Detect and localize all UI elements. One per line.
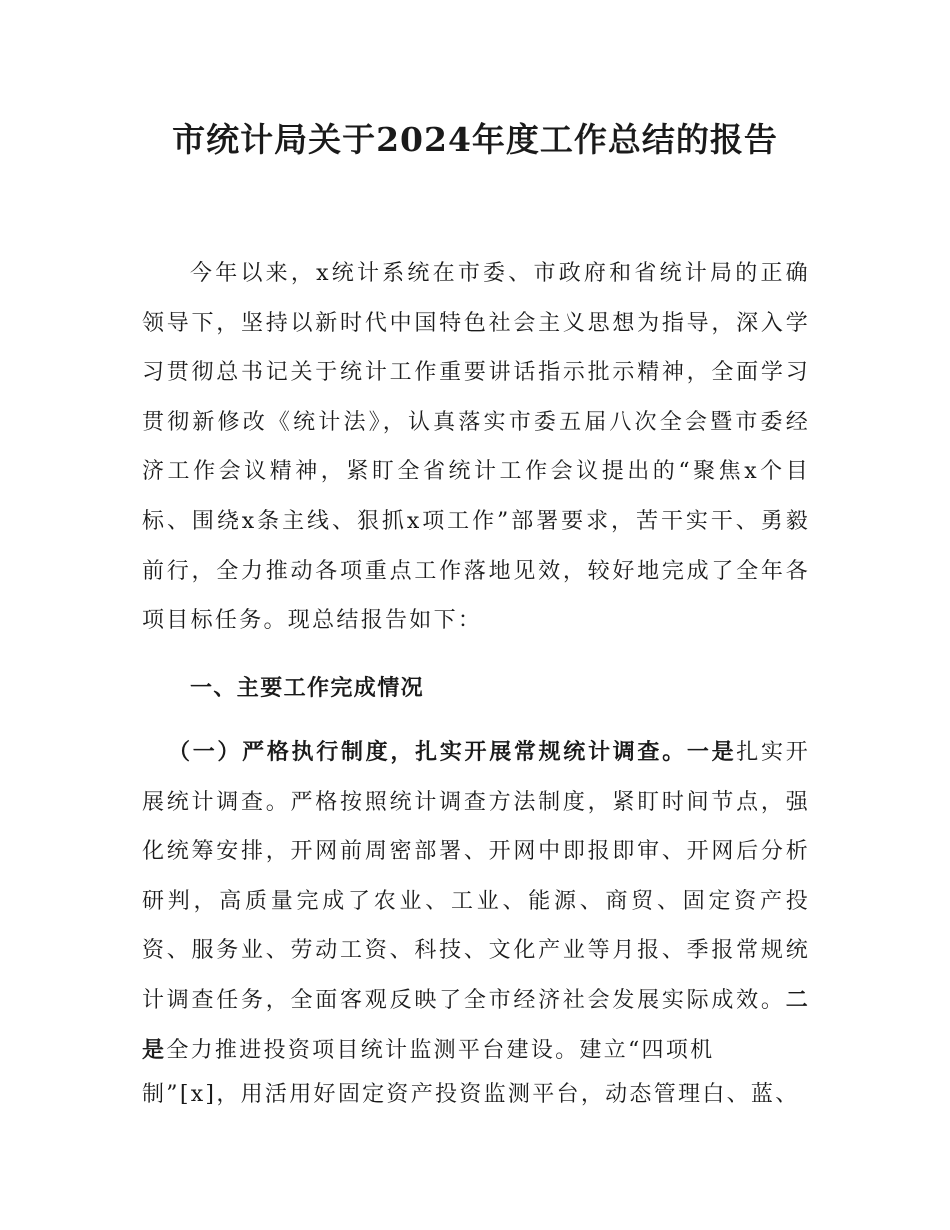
- subsection-paragraph: [142, 728, 810, 1075]
- point-one-text: 扎实开展统计调查。严格按照统计调查方法制度，紧盯时间节点，强化统筹安排，开网前周密部署、开网中即报即审、开网后分析研判，高质量完成了农业、工业、能源、商贸、固定资产投资、服务业、劳动工资、科技、文化产业等月报、季报常规统计调查任务，全面客观反映了全市经济社会发展实际成效。: [142, 740, 810, 1013]
- point-one-label: 一是: [686, 739, 737, 765]
- point-two-text: 全力推进投资项目统计监测平台建设。建立“四项机: [166, 1037, 715, 1063]
- intro-paragraph: 今年以来，x统计系统在市委、市政府和省统计局的正确领导下，坚持以新时代中国特色社会主义思想为指导，深入学习贯彻总书记关于统计工作重要讲话指示批示精神，全面学习贯彻新修改《统计法》，认真落实市委五届八次全会暨市委经济工作会议精神，紧盯全省统计工作会议提出的“聚焦x个目标、围绕x条主线、狠抓x项工作”部署要求，苦干实干、勇毅前行，全力推动各项重点工作落地见效，较好地完成了全年各项目标任务。现总结报告如下：: [142, 261, 810, 634]
- continued-paragraph: 制”[x]，用活用好固定资产投资监测平台，动态管理白、蓝、: [142, 1082, 800, 1107]
- point-two-label: 二是: [142, 986, 810, 1063]
- subsection-heading: （一）严格执行制度，扎实开展常规统计调查。: [168, 739, 687, 765]
- section-heading: 一、主要工作完成情况: [190, 675, 425, 701]
- document-title: 市统计局关于2024年度工作总结的报告: [172, 120, 778, 159]
